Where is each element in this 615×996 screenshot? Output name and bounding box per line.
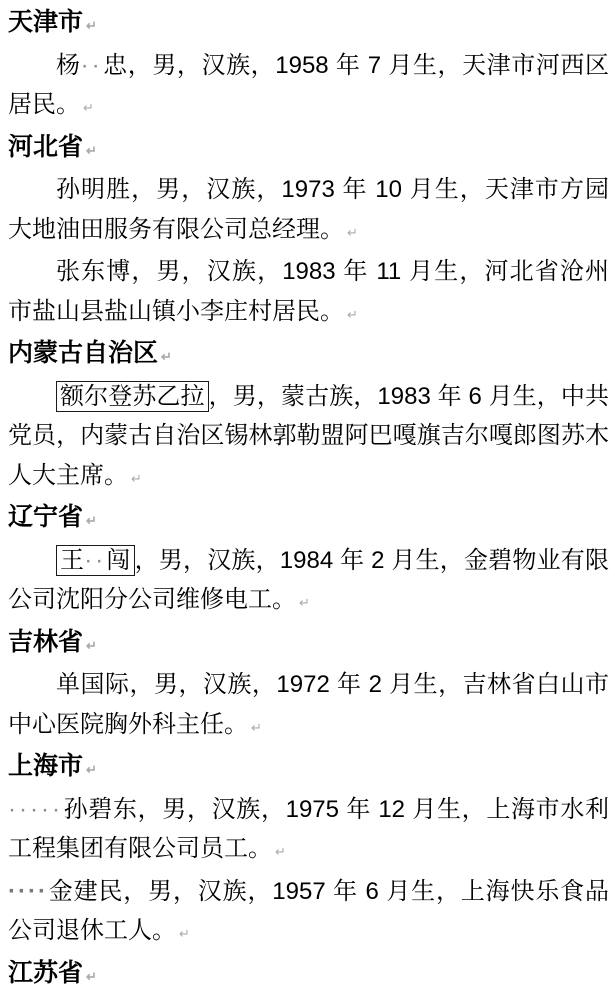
person-name: 孙碧东 [63,796,138,823]
person-entry-sun-bidong [8,790,609,872]
province-heading-text: 吉林省 [8,629,83,656]
leading-space-dots-icon: ····· [8,796,63,823]
province-heading-text: 河北省 [8,134,83,161]
redacted-name-box [56,545,135,576]
person-entry-jin-jianmin [8,872,609,954]
person-name: 张东博 [56,258,131,285]
paragraph-return-icon: ↵ [86,18,97,33]
paragraph-return-icon: ↵ [179,926,190,941]
paragraph-return-icon: ↵ [86,969,97,984]
person-entry-wang-chuang [8,541,609,623]
person-entry-yang-zhong [8,46,609,128]
province-heading-neimenggu [8,334,609,377]
paragraph-return-icon: ↵ [83,100,94,115]
person-entry-sun-mingsheng [8,170,609,252]
person-desc: ，男，汉族，1957 年 6 月生，上海快乐食品公司退休工人。 [8,878,609,945]
paragraph-return-icon: ↵ [347,225,358,240]
paragraph-return-icon: ↵ [86,513,97,528]
paragraph-return-icon: ↵ [299,595,310,610]
person-name: 杨 [56,52,81,79]
province-heading-shanghai [8,747,609,790]
person-entry-eerdengsuyila [8,377,609,499]
paragraph-return-icon: ↵ [131,471,142,486]
person-entry-zhang-dongbo [8,252,609,334]
person-name: 忠 [103,52,128,79]
paragraph-return-icon: ↵ [86,638,97,653]
space-dots-icon: ·· [81,52,103,79]
person-desc: ，男，蒙古族，1983 年 6 月生，中共党员，内蒙古自治区锡林郭勒盟阿巴嘎旗吉尔嘎郎图苏木人大主席。 [8,383,609,489]
paragraph-return-icon: ↵ [251,720,262,735]
person-desc: ，男，汉族，1983 年 11 月生，河北省沧州市盐山县盐山镇小李庄村居民。 [8,258,609,325]
paragraph-return-icon: ↵ [275,844,286,859]
province-heading-text: 内蒙古自治区 [8,340,158,367]
province-heading-text: 天津市 [8,9,83,36]
paragraph-return-icon: ↵ [86,762,97,777]
person-name: 王 [60,547,84,574]
space-dots-icon: ·· [84,547,106,574]
province-heading-liaoning [8,498,609,541]
paragraph-return-icon: ↵ [347,307,358,322]
province-heading-text: 江苏省 [8,960,83,987]
person-desc: ，男，汉族，1975 年 12 月生，上海市水利工程集团有限公司员工。 [8,796,609,863]
province-heading-text: 辽宁省 [8,504,83,531]
province-heading-tianjin [8,3,609,46]
paragraph-return-icon: ↵ [86,143,97,158]
person-name: 金建民 [48,878,123,905]
person-desc: ，男，汉族，1973 年 10 月生，天津市方园大地油田服务有限公司总经理。 [8,176,609,243]
province-heading-hebei [8,128,609,171]
person-name: 额尔登苏乙拉 [60,383,205,410]
province-heading-text: 上海市 [8,753,83,780]
paragraph-return-icon: ↵ [161,349,172,364]
person-desc: ，男，汉族，1958 年 7 月生，天津市河西区居民。 [8,52,609,119]
person-name: 单国际 [56,671,129,698]
province-heading-jiangsu [8,954,609,996]
leading-space-dots-icon: ···· [8,878,48,905]
person-desc: ，男，汉族，1984 年 2 月生，金碧物业有限公司沈阳分公司维修电工。 [8,547,609,614]
person-desc: ，男，汉族，1972 年 2 月生，吉林省白山市中心医院胸外科主任。 [8,671,609,738]
person-name: 闯 [106,547,130,574]
person-entry-shan-guoji [8,665,609,747]
redacted-name-box [56,381,209,412]
province-heading-jilin [8,623,609,666]
person-name: 孙明胜 [56,176,131,203]
